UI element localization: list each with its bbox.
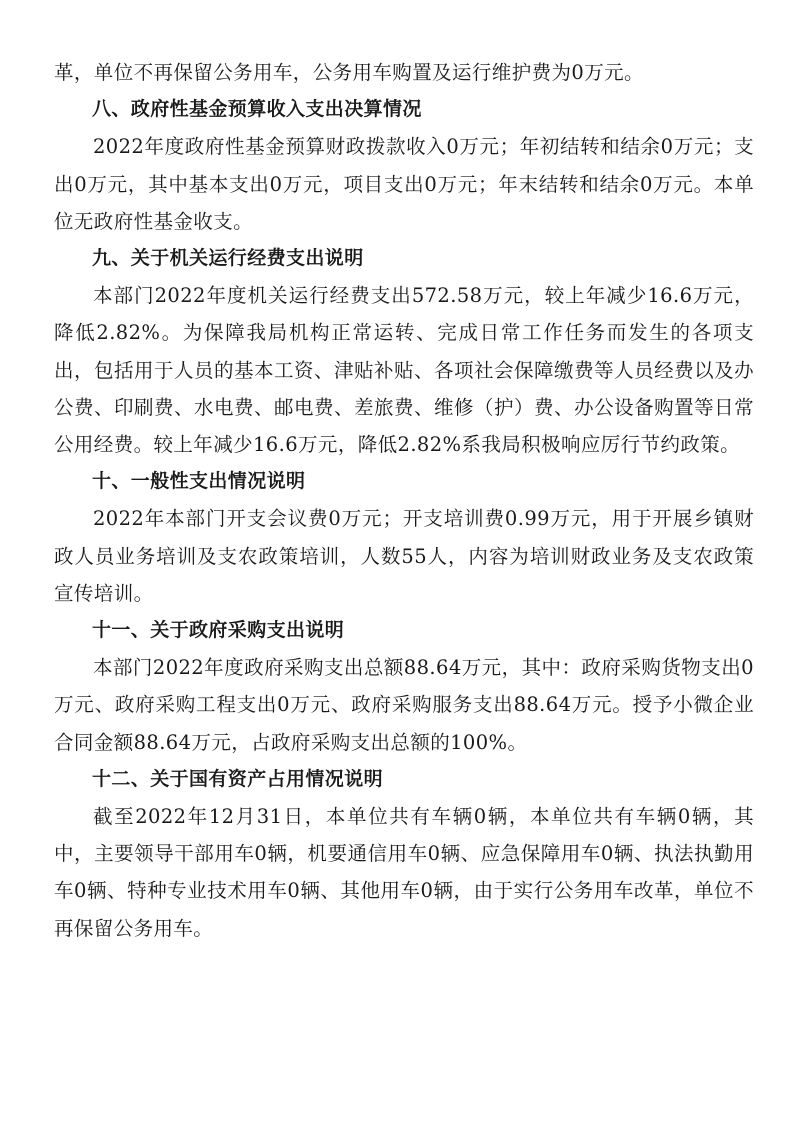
heading-section-11: 十一、关于政府采购支出说明 [92, 619, 345, 642]
paragraph-general-expenses: 2022年本部门开支会议费0万元；开支培训费0.99万元，用于开展乡镇财政人员业务培训及支农政策培训，人数55人，内容为培训财政业务及支农政策宣传培训。 [54, 507, 754, 605]
paragraph-government-fund: 2022年度政府性基金预算财政拨款收入0万元；年初结转和结余0万元；支出0万元，其中基本支出0万元，项目支出0万元；年末结转和结余0万元。本单位无政府性基金收支。 [54, 135, 754, 233]
heading-section-9: 九、关于机关运行经费支出说明 [92, 247, 364, 270]
paragraph-state-assets: 截至2022年12月31日，本单位共有车辆0辆，本单位共有车辆0辆，其中，主要领导干部用车0辆，机要通信用车0辆、应急保障用车0辆、执法执勤用车0辆、特种专业技术用车0辆、其他用车0辆，由于实行公务用车改革，单位不再保留公务用车。 [54, 805, 754, 940]
heading-section-12: 十二、关于国有资产占用情况说明 [92, 767, 384, 790]
document-body [54, 54, 754, 947]
paragraph-operating-expenses: 本部门2022年度机关运行经费支出572.58万元，较上年减少16.6万元，降低2.82%。为保障我局机构正常运转、完成日常工作任务而发生的各项支出，包括用于人员的基本工资、津贴补贴、各项社会保障缴费等人员经费以及办公费、印刷费、水电费、邮电费、差旅费、维修（护）费、办公设备购置等日常公用经费。较上年减少16.6万元，降低2.82%系我局积极响应厉行节约政策。 [54, 284, 754, 457]
heading-section-8: 八、政府性基金预算收入支出决算情况 [92, 98, 422, 121]
paragraph-procurement: 本部门2022年度政府采购支出总额88.64万元，其中：政府采购货物支出0万元、政府采购工程支出0万元、政府采购服务支出88.64万元。授予小微企业合同金额88.64万元，占政府采购支出总额的100%。 [54, 656, 754, 754]
heading-section-10: 十、一般性支出情况说明 [92, 470, 306, 493]
paragraph-vehicle-reform-continued: 革，单位不再保留公务用车，公务用车购置及运行维护费为0万元。 [54, 61, 644, 84]
